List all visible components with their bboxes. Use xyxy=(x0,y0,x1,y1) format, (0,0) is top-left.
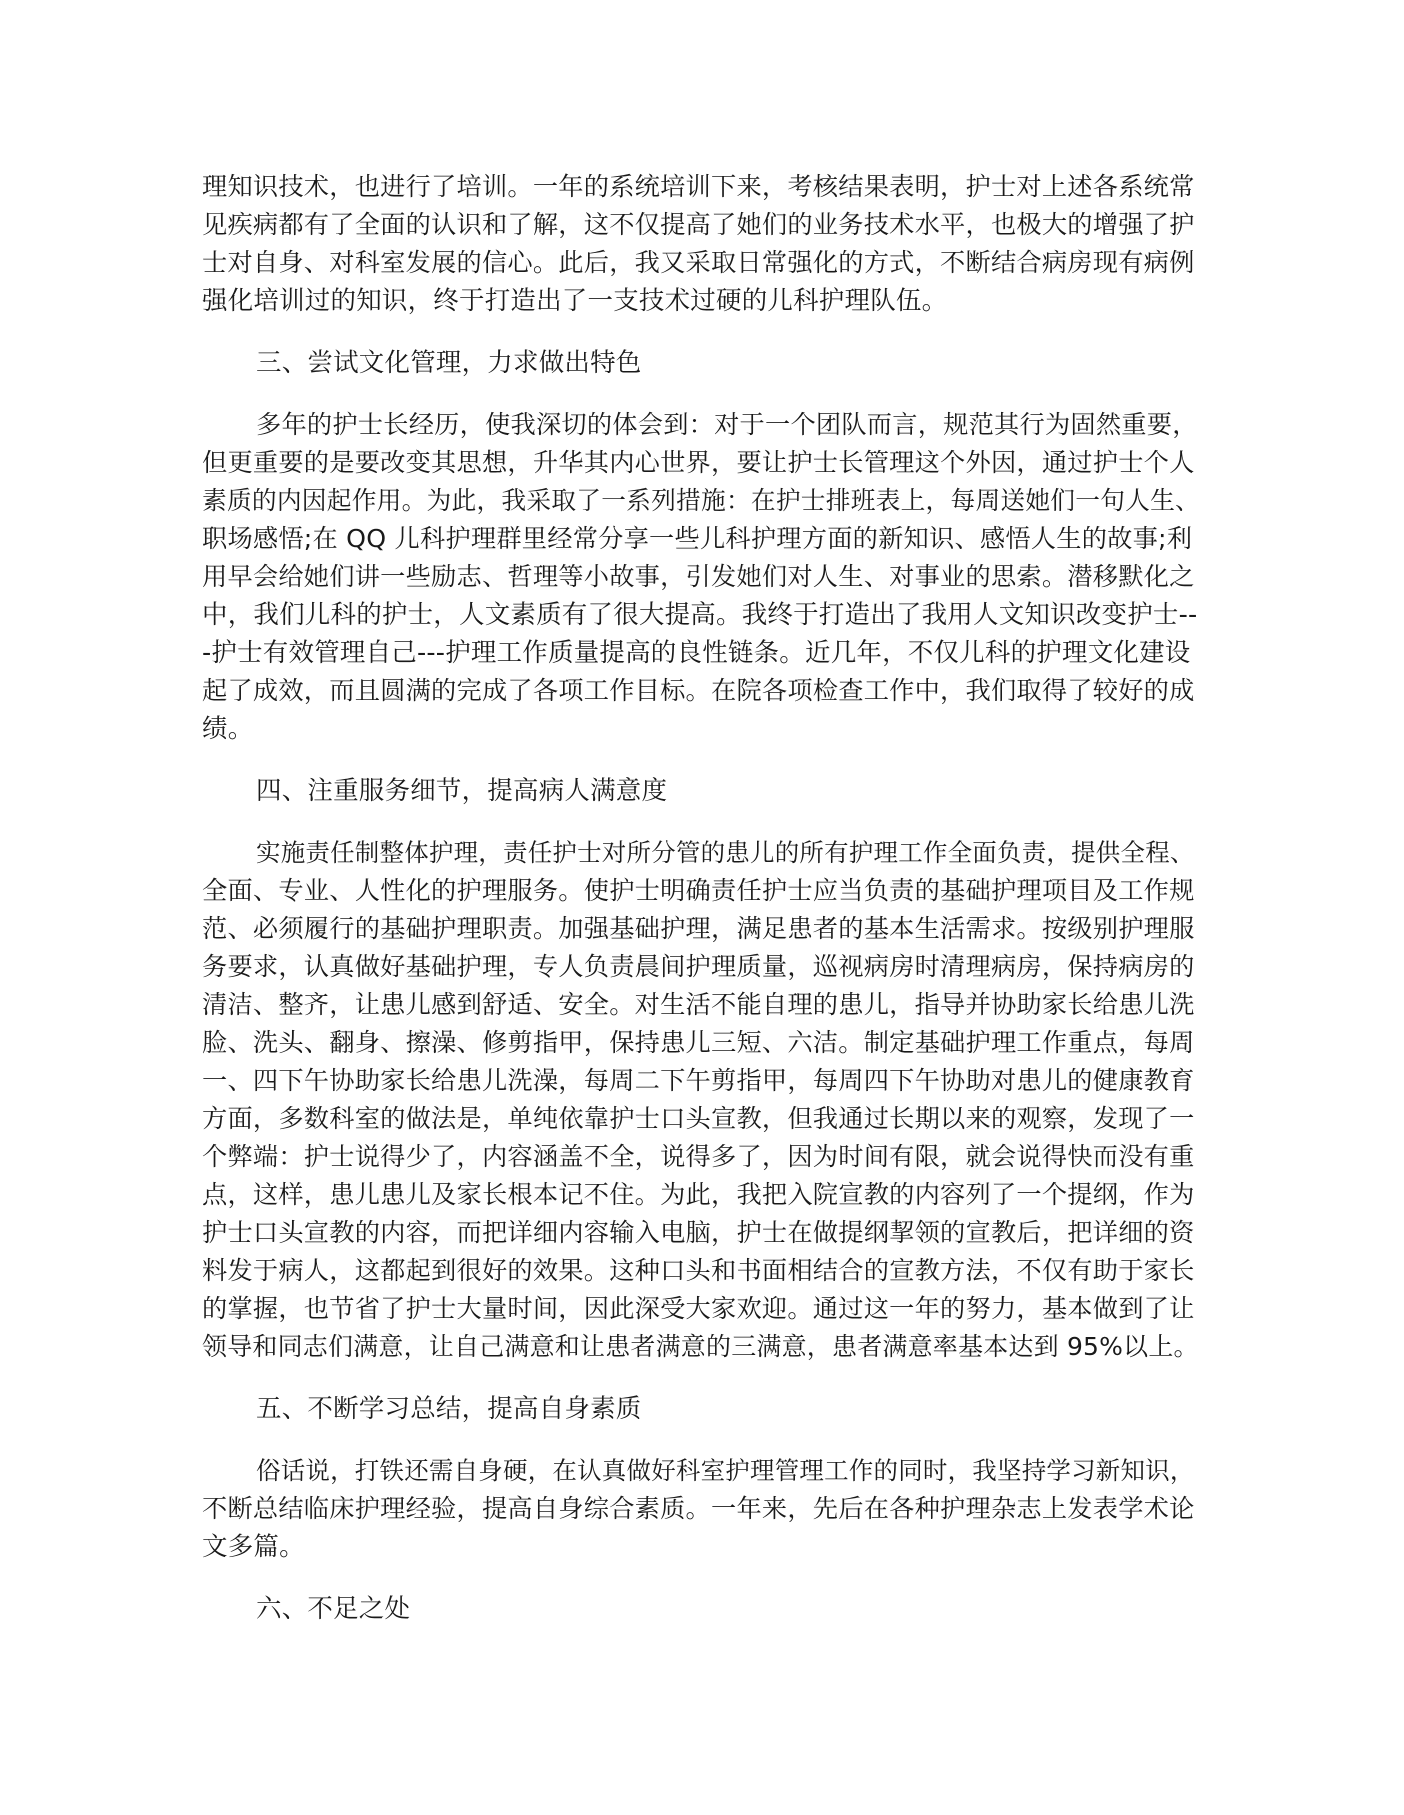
paragraph-line: 强化培训过的知识，终于打造出了一支技术过硬的儿科护理队伍。 xyxy=(202,286,948,316)
paragraph-line: 范、必须履行的基础护理职责。加强基础护理，满足患者的基本生活需求。按级别护理服 xyxy=(202,914,1195,943)
paragraph-line: 领导和同志们满意，让自己满意和让患者满意的三满意，患者满意率基本达到 95%以上。 xyxy=(202,1332,1199,1361)
paragraph-line: 的掌握，也节省了护士大量时间，因此深受大家欢迎。通过这一年的努力，基本做到了让 xyxy=(202,1294,1195,1323)
paragraph-line: 务要求，认真做好基础护理，专人负责晨间护理质量，巡视病房时清理病房，保持病房的 xyxy=(202,952,1195,981)
paragraph-line: 护士口头宣教的内容，而把详细内容输入电脑，护士在做提纲挈领的宣教后，把详细的资 xyxy=(202,1218,1195,1247)
paragraph-line: 士对自身、对科室发展的信心。此后，我又采取日常强化的方式，不断结合病房现有病例 xyxy=(202,248,1195,277)
paragraph-line: 全面、专业、人性化的护理服务。使护士明确责任护士应当负责的基础护理项目及工作规 xyxy=(202,876,1195,905)
paragraph-line: 素质的内因起作用。为此，我采取了一系列措施：在护士排班表上，每周送她们一句人生、 xyxy=(202,486,1200,515)
paragraph-line: 文多篇。 xyxy=(202,1532,305,1562)
paragraph-line: 见疾病都有了全面的认识和了解，这不仅提高了她们的业务技术水平，也极大的增强了护 xyxy=(202,210,1195,239)
paragraph-line: 起了成效，而且圆满的完成了各项工作目标。在院各项检查工作中，我们取得了较好的成 xyxy=(202,676,1195,705)
paragraph-line: 实施责任制整体护理，责任护士对所分管的患儿的所有护理工作全面负责，提供全程、 xyxy=(256,838,1195,867)
paragraph-line: 理知识技术，也进行了培训。一年的系统培训下来，考核结果表明，护士对上述各系统常 xyxy=(202,172,1195,201)
paragraph-line: 方面，多数科室的做法是，单纯依靠护士口头宣教，但我通过长期以来的观察，发现了一 xyxy=(202,1104,1195,1133)
paragraph-line: 但更重要的是要改变其思想，升华其内心世界，要让护士长管理这个外因，通过护士个人 xyxy=(202,448,1195,477)
paragraph-line: 料发于病人，这都起到很好的效果。这种口头和书面相结合的宣教方法，不仅有助于家长 xyxy=(202,1256,1195,1285)
section-heading-5: 五、不断学习总结，提高自身素质 xyxy=(256,1394,642,1424)
paragraph-line: 用早会给她们讲一些励志、哲理等小故事，引发她们对人生、对事业的思索。潜移默化之 xyxy=(202,562,1195,591)
paragraph-line: 个弊端：护士说得少了，内容涵盖不全，说得多了，因为时间有限，就会说得快而没有重 xyxy=(202,1142,1195,1171)
paragraph-line: 清洁、整齐，让患儿感到舒适、安全。对生活不能自理的患儿，指导并协助家长给患儿洗 xyxy=(202,990,1195,1019)
paragraph-line: 绩。 xyxy=(202,714,254,744)
paragraph-line: 多年的护士长经历，使我深切的体会到：对于一个团队而言，规范其行为固然重要， xyxy=(256,410,1198,439)
paragraph-line: 一、四下午协助家长给患儿洗澡，每周二下午剪指甲，每周四下午协助对患儿的健康教育 xyxy=(202,1066,1195,1095)
paragraph-line: 点，这样，患儿患儿及家长根本记不住。为此，我把入院宣教的内容列了一个提纲，作为 xyxy=(202,1180,1195,1209)
paragraph-line: 脸、洗头、翻身、擦澡、修剪指甲，保持患儿三短、六洁。制定基础护理工作重点，每周 xyxy=(202,1028,1195,1057)
paragraph-line: 职场感悟;在 QQ 儿科护理群里经常分享一些儿科护理方面的新知识、感悟人生的故事;利 xyxy=(202,524,1193,553)
paragraph-line: 俗话说，打铁还需自身硬，在认真做好科室护理管理工作的同时，我坚持学习新知识， xyxy=(256,1456,1195,1485)
paragraph-line: 中，我们儿科的护士，人文素质有了很大提高。我终于打造出了我用人文知识改变护士-- xyxy=(202,600,1198,630)
section-heading-3: 三、尝试文化管理，力求做出特色 xyxy=(256,348,642,378)
section-heading-4: 四、注重服务细节，提高病人满意度 xyxy=(256,776,668,806)
paragraph-line: -护士有效管理自己---护理工作质量提高的良性链条。近几年，不仅儿科的护理文化建设 xyxy=(202,638,1191,668)
paragraph-line: 不断总结临床护理经验，提高自身综合素质。一年来，先后在各种护理杂志上发表学术论 xyxy=(202,1494,1195,1523)
section-heading-6: 六、不足之处 xyxy=(256,1594,411,1624)
